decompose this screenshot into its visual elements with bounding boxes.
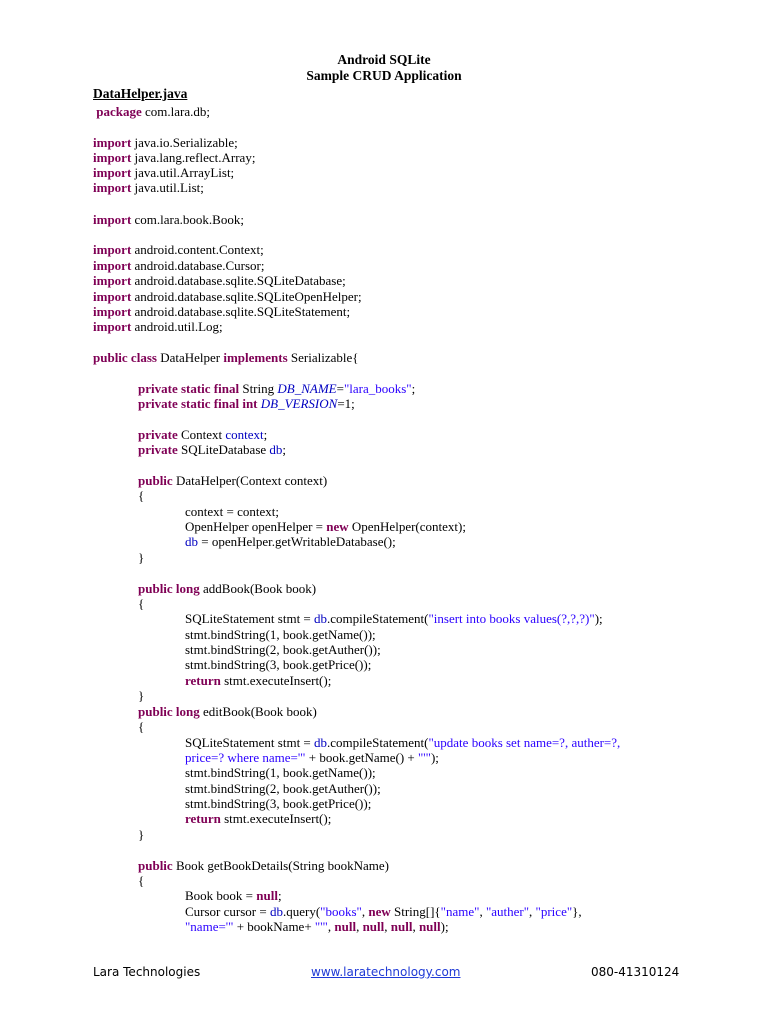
code-keyword: return	[185, 811, 221, 826]
code-text: },	[572, 904, 582, 919]
code-string: "name='"	[185, 919, 234, 934]
code-line	[138, 427, 267, 442]
code-text: ,	[529, 904, 536, 919]
code-line	[93, 289, 362, 304]
code-text: {	[138, 719, 145, 734]
code-keyword: import	[93, 180, 132, 195]
code-text: .compileStatement(	[327, 735, 429, 750]
code-text: addBook(Book book)	[199, 581, 317, 596]
code-text: ;	[277, 888, 282, 903]
code-keyword: import	[93, 319, 132, 334]
code-text: android.content.Context;	[131, 242, 264, 257]
footer-company: Lara Technologies	[93, 965, 201, 979]
code-text: ;	[282, 442, 287, 457]
footer-website-link[interactable]: www.laratechnology.com	[311, 965, 461, 979]
code-keyword: import	[93, 242, 132, 257]
code-string: "'"	[417, 750, 431, 765]
code-text: stmt.bindString(2, book.getAuther());	[185, 781, 381, 796]
code-keyword: import	[93, 150, 132, 165]
code-keyword: new	[368, 904, 391, 919]
code-keyword: private static final int	[138, 396, 258, 411]
code-text: }	[138, 688, 145, 703]
code-text: ,	[412, 919, 419, 934]
code-keyword: private	[138, 427, 178, 442]
code-text: android.database.sqlite.SQLiteOpenHelper;	[131, 289, 362, 304]
code-string: price=? where name='"	[185, 750, 306, 765]
code-keyword: return	[185, 673, 221, 688]
code-line	[93, 350, 359, 365]
code-field: context	[225, 427, 264, 442]
code-line	[138, 442, 286, 457]
code-text: stmt.executeInsert();	[220, 811, 332, 826]
code-text: ,	[479, 904, 486, 919]
code-line	[185, 750, 439, 765]
code-string: "auther"	[485, 904, 530, 919]
code-text: );	[594, 611, 603, 626]
code-keyword: import	[93, 258, 132, 273]
code-line	[93, 319, 223, 334]
code-text: stmt.bindString(1, book.getName());	[185, 627, 376, 642]
code-text: =1;	[337, 396, 355, 411]
code-keyword: null	[362, 919, 385, 934]
code-line	[185, 657, 371, 672]
code-field: DB_VERSION	[260, 396, 338, 411]
code-keyword: import	[93, 304, 132, 319]
code-line	[185, 673, 331, 688]
code-line	[185, 642, 381, 657]
code-keyword: import	[93, 165, 132, 180]
code-string: "insert into books values(?,?,?)"	[428, 611, 595, 626]
code-line	[185, 534, 396, 549]
code-field: db	[269, 442, 283, 457]
code-text: editBook(Book book)	[199, 704, 317, 719]
code-line	[185, 919, 449, 934]
code-line	[93, 212, 244, 227]
code-line	[185, 519, 466, 534]
code-text: java.io.Serializable;	[131, 135, 238, 150]
code-keyword: import	[93, 289, 132, 304]
code-field: DB_NAME	[277, 381, 337, 396]
code-string: "'"	[314, 919, 328, 934]
code-keyword: null	[334, 919, 357, 934]
code-keyword: public long	[138, 704, 200, 719]
code-text: DataHelper(Context context)	[172, 473, 328, 488]
code-line	[138, 473, 327, 488]
code-text: String	[239, 381, 278, 396]
code-text: SQLiteStatement stmt =	[185, 735, 315, 750]
code-text: com.lara.db;	[141, 104, 210, 119]
code-line	[138, 873, 144, 888]
code-field: db	[314, 611, 328, 626]
code-keyword: null	[256, 888, 278, 903]
code-text: Book book =	[185, 888, 257, 903]
code-text: {	[138, 873, 145, 888]
code-keyword: public	[138, 473, 173, 488]
code-field: db	[269, 904, 283, 919]
code-keyword: private static final	[138, 381, 240, 396]
code-string: "update books set name=?, auther=?,	[428, 735, 621, 750]
code-line	[138, 688, 144, 703]
code-text: android.database.sqlite.SQLiteDatabase;	[131, 273, 346, 288]
code-line	[185, 504, 279, 519]
code-keyword: import	[93, 212, 132, 227]
code-text: = openHelper.getWritableDatabase();	[198, 534, 396, 549]
code-line	[138, 488, 144, 503]
code-line	[138, 596, 144, 611]
code-string: "name"	[440, 904, 480, 919]
code-line	[185, 796, 371, 811]
code-keyword: import	[93, 273, 132, 288]
code-text: Cursor cursor =	[185, 904, 270, 919]
code-text: );	[440, 919, 449, 934]
code-line	[93, 104, 210, 119]
code-text: ,	[327, 919, 335, 934]
code-keyword: public long	[138, 581, 200, 596]
document-subtitle: Sample CRUD Application	[306, 68, 462, 83]
code-line	[185, 627, 376, 642]
code-line	[138, 719, 144, 734]
code-text: android.util.Log;	[131, 319, 223, 334]
code-text: stmt.executeInsert();	[220, 673, 332, 688]
code-text: java.util.ArrayList;	[131, 165, 235, 180]
code-text: java.lang.reflect.Array;	[131, 150, 256, 165]
code-text: ;	[411, 381, 416, 396]
code-text: java.util.List;	[131, 180, 204, 195]
code-text: .compileStatement(	[327, 611, 429, 626]
document-title: Android SQLite	[337, 52, 431, 67]
code-line	[138, 704, 317, 719]
code-text: + bookName+	[233, 919, 315, 934]
page-footer	[0, 965, 768, 981]
code-line	[185, 735, 620, 750]
code-keyword: new	[326, 519, 349, 534]
code-keyword: implements	[223, 350, 288, 365]
code-text: );	[430, 750, 439, 765]
code-text: =	[336, 381, 344, 396]
code-text: android.database.sqlite.SQLiteStatement;	[131, 304, 351, 319]
code-line	[93, 165, 234, 180]
code-text: ,	[384, 919, 391, 934]
code-line	[185, 781, 381, 796]
code-keyword: package	[96, 104, 142, 119]
code-string: "price"	[535, 904, 573, 919]
code-line	[93, 273, 346, 288]
code-line	[93, 258, 265, 273]
code-line	[185, 611, 603, 626]
code-string: "books"	[320, 904, 362, 919]
code-line	[93, 150, 255, 165]
code-text: ,	[356, 919, 363, 934]
code-text: Book getBookDetails(String bookName)	[172, 858, 389, 873]
code-text: stmt.bindString(3, book.getPrice());	[185, 657, 372, 672]
code-line	[138, 581, 316, 596]
code-text: DataHelper	[156, 350, 224, 365]
code-line	[138, 827, 144, 842]
code-text: .query(	[282, 904, 321, 919]
code-line	[185, 765, 376, 780]
code-text: ;	[263, 427, 268, 442]
code-keyword: public	[138, 858, 173, 873]
code-keyword: private	[138, 442, 178, 457]
code-line	[138, 550, 144, 565]
code-text: stmt.bindString(2, book.getAuther());	[185, 642, 381, 657]
code-text: context = context;	[185, 504, 279, 519]
code-line	[93, 304, 350, 319]
code-text: OpenHelper openHelper =	[185, 519, 327, 534]
code-line	[93, 242, 264, 257]
code-keyword: public class	[93, 350, 157, 365]
code-text: stmt.bindString(1, book.getName());	[185, 765, 376, 780]
code-text: com.lara.book.Book;	[131, 212, 244, 227]
code-line	[138, 858, 389, 873]
code-text: String[]{	[390, 904, 441, 919]
code-text: OpenHelper(context);	[348, 519, 466, 534]
code-text: }	[138, 827, 145, 842]
code-field: db	[314, 735, 328, 750]
code-line	[93, 135, 238, 150]
code-keyword: null	[418, 919, 441, 934]
code-text: stmt.bindString(3, book.getPrice());	[185, 796, 372, 811]
code-text: }	[138, 550, 145, 565]
code-text: ,	[361, 904, 369, 919]
file-name-heading: DataHelper.java	[93, 86, 188, 101]
code-text: SQLiteDatabase	[177, 442, 270, 457]
code-text: {	[138, 488, 145, 503]
code-field: db	[185, 534, 198, 549]
code-line	[138, 381, 415, 396]
code-text: Serializable{	[287, 350, 359, 365]
code-text: android.database.Cursor;	[131, 258, 265, 273]
code-line	[185, 888, 282, 903]
code-line	[185, 811, 331, 826]
code-line	[93, 180, 204, 195]
code-text: SQLiteStatement stmt =	[185, 611, 315, 626]
code-string: "lara_books"	[343, 381, 412, 396]
code-text: + book.getName() +	[305, 750, 418, 765]
code-keyword: null	[390, 919, 413, 934]
code-text: Context	[177, 427, 226, 442]
code-keyword: import	[93, 135, 132, 150]
code-line	[138, 396, 355, 411]
footer-phone: 080-41310124	[591, 965, 680, 979]
code-text: {	[138, 596, 145, 611]
code-line	[185, 904, 582, 919]
